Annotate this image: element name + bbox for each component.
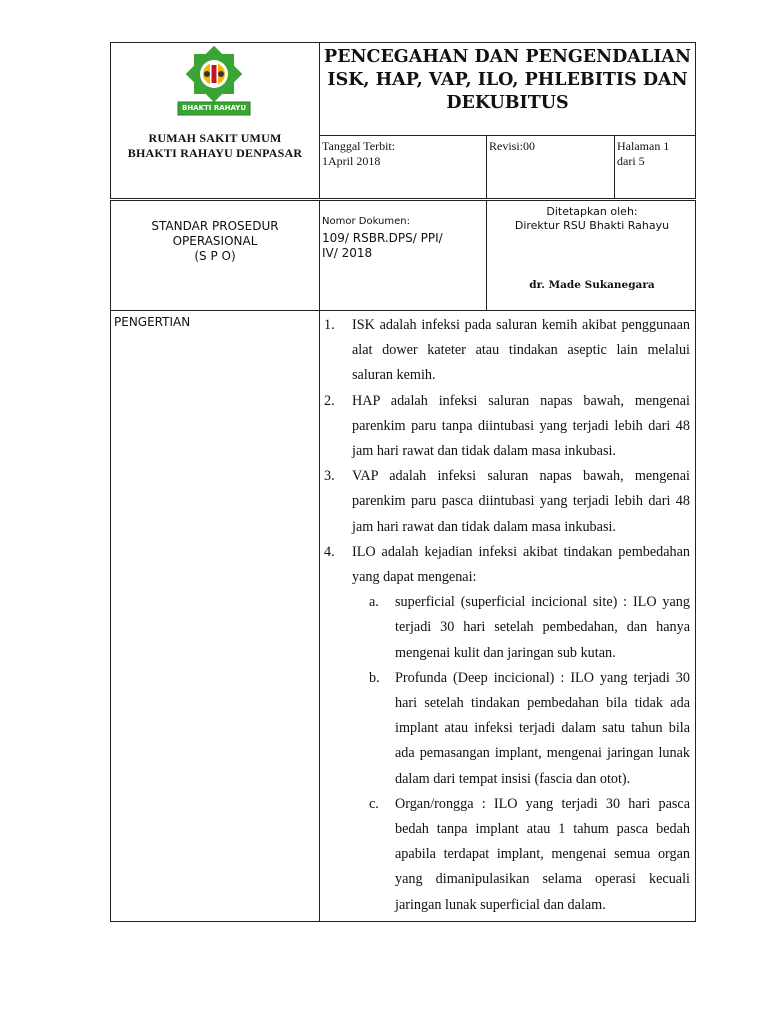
spo-divider-1 [319, 200, 320, 311]
title-line3: DEKUBITUS [446, 93, 569, 113]
title-line1: PENCEGAHAN DAN PENGENDALIAN [324, 47, 691, 67]
list-item-number: 4. [324, 543, 335, 560]
list-item-number: 1. [324, 317, 335, 333]
list-item [324, 464, 690, 540]
doc-number-line1: 109/ RSBR.DPS/ PPI/ [322, 231, 443, 245]
logo-text: BHAKTI RAHAYU [181, 104, 247, 112]
content-divider [319, 310, 320, 922]
issue-date-label: Tanggal Terbit: [322, 139, 396, 153]
hospital-logo [174, 44, 254, 120]
approved-by-line1: Ditetapkan oleh: [546, 205, 638, 218]
hospital-name-line2: BHAKTI RAHAYU DENPASAR [127, 146, 303, 160]
sub-list-item-text: Profunda (Deep incicional) : ILO yang terjadi 30 hari setelah tindakan pembedahan bila tidak ada implant atau infeksi terjadi dalam satu tahun bila ada pemasangan implant, mengenai jaringan lunak dalam dari tempat insisi (fascia dan otot). [395, 669, 690, 787]
page-info [617, 139, 669, 169]
doc-number-label: Nomor Dokumen: [322, 216, 410, 227]
sub-list-item [369, 590, 690, 666]
revision: Revisi:00 [489, 139, 536, 153]
header-row-divider [319, 135, 696, 136]
doc-number-line2: IV/ 2018 [322, 246, 373, 260]
document-title [320, 46, 695, 115]
doc-number-value [322, 231, 482, 261]
list-item-number: 3. [324, 468, 335, 485]
page-info-line2: dari 5 [617, 154, 645, 168]
list-item-text: ISK adalah infeksi pada saluran kemih akibat penggunaan alat dower kateter atau tindakan aseptic lain melalui saluran kemih. [352, 317, 690, 384]
spo-label-line2: OPERASIONAL [172, 234, 258, 248]
sub-list-item-letter: b. [369, 669, 380, 686]
issue-date [322, 139, 395, 169]
approved-by [490, 205, 694, 233]
signatory-name: dr. Made Sukanegara [529, 279, 655, 291]
spo-divider-2 [486, 200, 487, 311]
page-info-line1: Halaman 1 [617, 139, 670, 153]
sub-list-item [369, 792, 690, 918]
spo-label [112, 219, 318, 264]
list-item-text: ILO adalah kejadian infeksi akibat tindakan pembedahan yang dapat mengenai: [352, 543, 690, 586]
sub-list-item-text: superficial (superficial incicional site) : ILO yang terjadi 30 hari setelah pembedahan, dan hanya mengenai kulit dan jaringan sub kutan. [395, 594, 690, 661]
hospital-name [112, 131, 318, 161]
sub-list-item [369, 666, 690, 792]
list-item-text: VAP adalah infeksi saluran napas bawah, mengenai parenkim paru pasca diintubasi yang terjadi lebih dari 48 jam hari rawat dan tidak dalam masa inkubasi. [352, 468, 690, 535]
spo-label-line1: STANDAR PROSEDUR [151, 219, 279, 233]
list-item-text: HAP adalah infeksi saluran napas bawah, mengenai parenkim paru tanpa diintubasi yang terjadi lebih dari 48 jam hari rawat dan tidak dalam masa inkubasi. [352, 392, 690, 460]
sub-list-item-text: Organ/rongga : ILO yang terjadi 30 hari pasca bedah tanpa implant atau 1 tahum pasca bedah apabila terdapat implant, mengenai semua organ yang dimanipulasikan selama operasi kecuali jaringan lunak superficial dan dalam. [395, 795, 690, 913]
approved-by-line2: Direktur RSU Bhakti Rahayu [514, 219, 670, 232]
definition-list [324, 313, 690, 918]
sub-list [352, 590, 690, 918]
sub-list-item-letter: c. [369, 795, 379, 812]
list-item [324, 540, 690, 590]
list-item [324, 389, 690, 465]
list-item-number: 2. [324, 392, 335, 409]
list-item [324, 313, 690, 389]
title-line2: ISK, HAP, VAP, ILO, PHLEBITIS DAN [327, 70, 688, 90]
issue-date-value: 1April 2018 [322, 154, 381, 168]
header-col-divider-1 [486, 135, 487, 199]
hospital-name-line1: RUMAH SAKIT UMUM [148, 131, 282, 145]
header-col-divider-2 [614, 135, 615, 199]
sub-list-item-letter: a. [369, 594, 379, 611]
section-label: PENGERTIAN [114, 315, 191, 329]
spo-label-line3: (S P O) [194, 249, 236, 263]
